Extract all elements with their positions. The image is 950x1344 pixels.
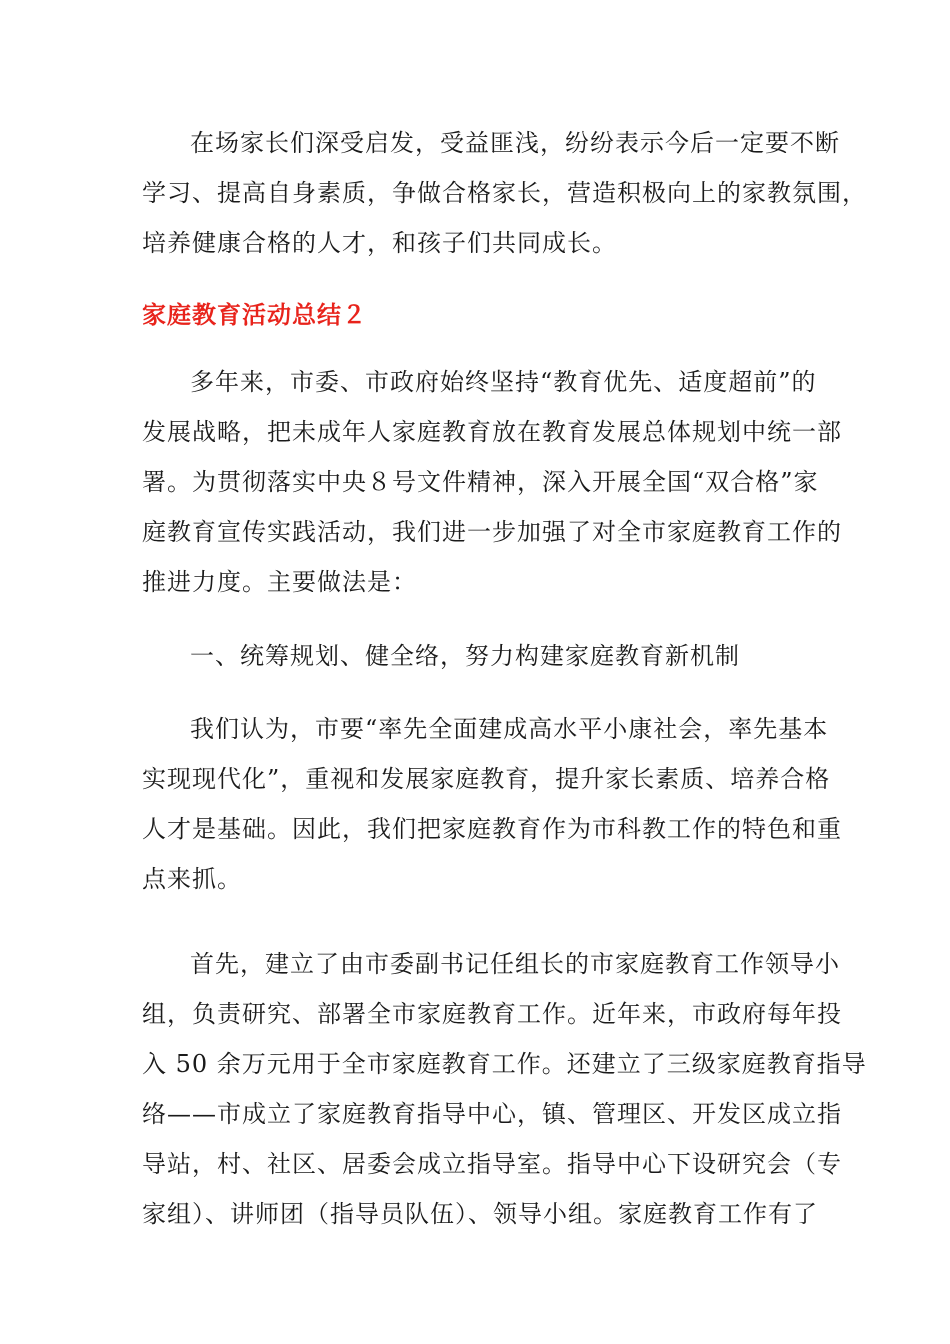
paragraph-4	[142, 704, 842, 904]
text-line: 点来抓。	[142, 865, 242, 893]
text-line: 入 50 余万元用于全市家庭教育工作。还建立了三级家庭教育指导	[142, 1050, 867, 1078]
text-line: 组，负责研究、部署全市家庭教育工作。近年来，市政府每年投	[142, 1000, 842, 1028]
text-line: 人才是基础。因此，我们把家庭教育作为市科教工作的特色和重	[142, 815, 842, 843]
text-line: 家组）、讲师团（指导员队伍）、领导小组。家庭教育工作有了	[142, 1200, 818, 1228]
paragraph-5	[142, 939, 867, 1239]
text-line: 培养健康合格的人才，和孩子们共同成长。	[142, 229, 617, 257]
text-line: 推进力度。主要做法是：	[142, 568, 417, 596]
text-line: 一、统筹规划、健全络，努力构建家庭教育新机制	[190, 642, 740, 670]
text-line: 在场家长们深受启发，受益匪浅，纷纷表示今后一定要不断	[190, 129, 840, 157]
paragraph-1	[142, 118, 867, 268]
text-line: 导站，村、社区、居委会成立指导室。指导中心下设研究会（专	[142, 1150, 842, 1178]
text-line: 实现现代化”，重视和发展家庭教育，提升家长素质、培养合格	[142, 765, 831, 793]
text-line: 学习、提高自身素质，争做合格家长，营造积极向上的家教氛围，	[142, 179, 867, 207]
text-line: 多年来，市委、市政府始终坚持“教育优先、适度超前”的	[190, 368, 817, 396]
text-line: 署。为贯彻落实中央８号文件精神，深入开展全国“双合格”家	[142, 468, 819, 496]
text-line: 我们认为，市要“率先全面建成高水平小康社会，率先基本	[190, 715, 829, 743]
text-line: 络——市成立了家庭教育指导中心，镇、管理区、开发区成立指	[142, 1100, 842, 1128]
text-line: 庭教育宣传实践活动，我们进一步加强了对全市家庭教育工作的	[142, 518, 842, 546]
paragraph-2	[142, 357, 842, 607]
document-page	[142, 118, 867, 1239]
section-heading: 家庭教育活动总结２	[142, 301, 367, 329]
paragraph-3	[142, 631, 810, 681]
text-line: 首先，建立了由市委副书记任组长的市家庭教育工作领导小	[190, 950, 840, 978]
text-line: 发展战略，把未成年人家庭教育放在教育发展总体规划中统一部	[142, 418, 842, 446]
